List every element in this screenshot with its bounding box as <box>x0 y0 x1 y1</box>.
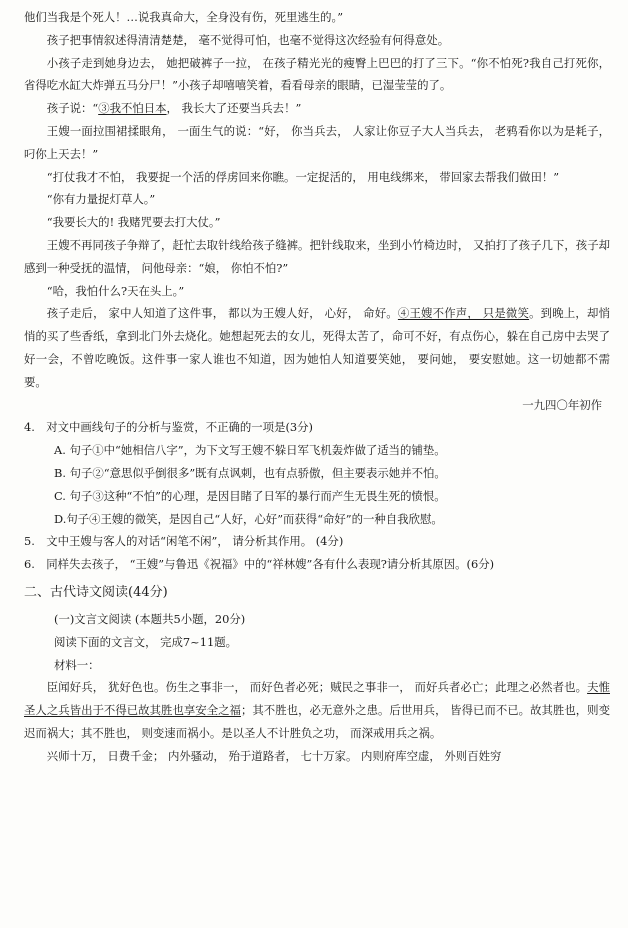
classical-section <box>24 580 610 768</box>
story-paragraph-marked-4 <box>24 302 610 393</box>
question-6: 6. 同样失去孩子， “王嫂”与鲁迅《祝福》中的“祥林嫂”各有什么表现?请分析其原因。(6分) <box>24 557 495 572</box>
text-span: 孩子走后， 家中人知道了这件事， 都以为王嫂人好， 心好， 命好。 <box>46 306 398 321</box>
option-b: B. 句子②“意思似乎倒很多”既有点讽刺，也有点骄傲，但主要表示她并不怕。 <box>54 465 446 480</box>
questions-block <box>24 416 610 576</box>
story-paragraph: 孩子把事情叙述得清清楚楚， 毫不觉得可怕，也毫不觉得这次经验有何得意处。 <box>46 32 450 47</box>
classical-paragraph <box>24 676 610 744</box>
story-paragraph-marked-3 <box>24 97 610 120</box>
material-label: 材料一： <box>54 657 100 672</box>
story-paragraph: 他们当我是个死人！…说我真命大，全身没有伤，死里逃生的。” <box>24 10 344 24</box>
text-span: ， 我长大了还要当兵去！” <box>166 101 302 116</box>
story-paragraph: 王嫂一面拉围裙揉眼角， 一面生气的说：“好， 你当兵去， 人家让你豆子大人当兵去， 老鸦看你以为是耗子，叼你上天去！” <box>24 123 610 161</box>
underlined-sentence-4: ④王嫂不作声， 只是微笑 <box>397 306 530 321</box>
text-span: 臣闻好兵， 犹好色也。伤生之事非一， 而好色者必死；贼民之事非一， 而好兵者必亡；此理之必然者也。 <box>46 680 588 695</box>
story-paragraph: “你有力量捉灯草人。” <box>46 192 156 207</box>
option-c: C. 句子③这种“不怕”的心理，是因目睹了日军的暴行而产生无畏生死的愤恨。 <box>54 488 446 503</box>
story-text <box>24 6 610 416</box>
story-paragraph: 王嫂不再同孩子争辩了，赶忙去取针线给孩子缝裤。把针线取来，坐到小竹椅边时， 又拍打了孩子几下，孩子却感到一种受抚的温情， 问他母亲：“娘， 你怕不怕?” <box>24 237 610 275</box>
subsection-heading: (一)文言文阅读 (本题共5小题，20分) <box>54 611 246 626</box>
story-paragraph: “哈，我怕什么?天在头上。” <box>46 283 185 298</box>
story-paragraph: “打仗我才不怕， 我要捉一个活的俘虏回来你瞧。一定捉活的， 用电线绑来， 带回家去帮我们做田！” <box>46 169 560 184</box>
question-5: 5. 文中王嫂与客人的对话“闲笔不闲”， 请分析其作用。 (4分) <box>24 534 344 549</box>
option-d: D.句子④王嫂的微笑，是因自己“人好，心好”而获得“命好”的一种自我欣慰。 <box>54 511 443 526</box>
reading-instruction: 阅读下面的文言文， 完成7~11题。 <box>54 634 237 649</box>
underlined-sentence-3: ③我不怕日本 <box>98 101 167 116</box>
story-paragraph: “我要长大的! 我赌咒要去打大仗。” <box>46 215 221 230</box>
text-span: 。到晚上，却悄悄的买了些香纸，拿到北门外去烧化。她想起死去的女儿，死得太苦了，命可不好，有点伤心，躲在自己房中去哭了好一会，不曾吃晚饭。这件事一家人谁也不知道，因为她怕人知道要笑她， 要问她， 要安慰她。这一切她都不需要。 <box>24 306 610 389</box>
story-date: 一九四〇年初作 <box>522 397 602 412</box>
underlined-classical-sentence: 夫惟圣人之兵皆出于不得已故其胜也享安全之福 <box>24 680 610 718</box>
text-span: ；其不胜也，必无意外之患。后世用兵， 皆得已而不已。故其胜也，则变迟而祸大；其不胜也， 则变速而祸小。是以圣人不计胜负之功， 而深戒用兵之祸。 <box>24 703 610 740</box>
option-a: A. 句子①中“她相信八字”，为下文写王嫂不躲日军飞机轰炸做了适当的铺垫。 <box>54 443 446 458</box>
section-heading: 二、古代诗文阅读(44分) <box>24 584 168 600</box>
text-span: 孩子说：“ <box>46 101 99 116</box>
classical-paragraph: 兴师十万， 日费千金； 内外骚动， 殆于道路者， 七十万家。 内则府库空虚， 外则百姓穷 <box>46 748 502 763</box>
story-paragraph: 小孩子走到她身边去， 她把破裤子一拉， 在孩子精光光的瘦臀上巴巴的打了三下。“你不怕死?我自己打死你，省得吃水缸大炸弹五马分尸！”小孩子却嘻嘻笑着，看看母亲的眼睛，已湿莹莹的了。 <box>24 55 610 93</box>
question-4: 4. 对文中画线句子的分析与鉴赏，不正确的一项是(3分) <box>24 420 313 435</box>
